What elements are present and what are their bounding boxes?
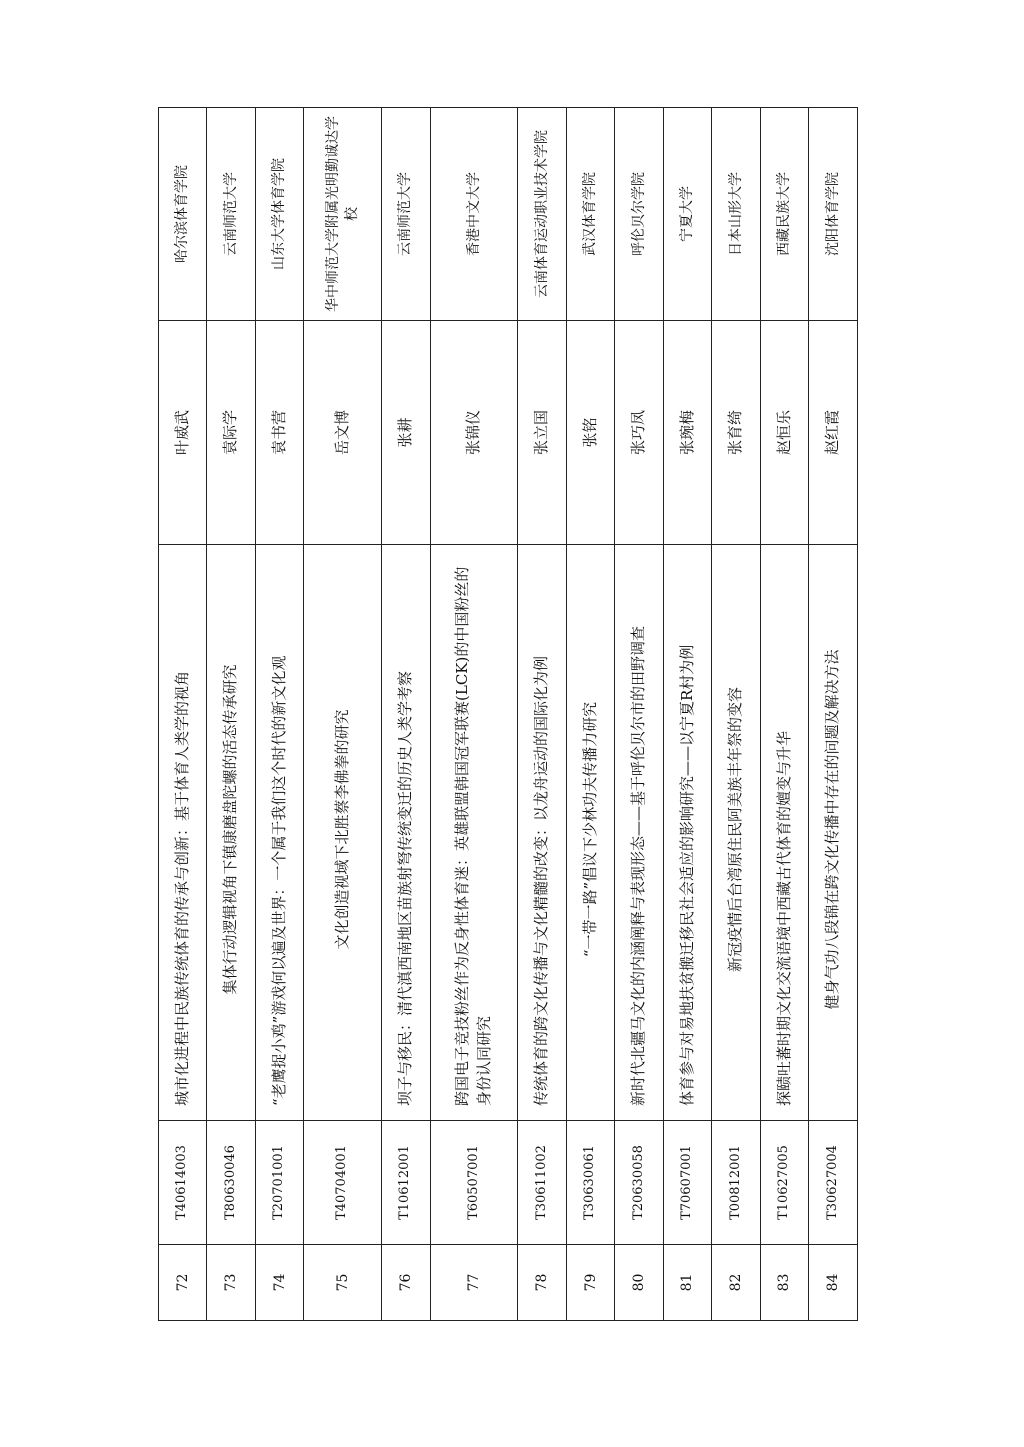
submission-code: T00812001 [712, 1121, 760, 1245]
author-name: 叶威武 [159, 321, 207, 545]
author-name: 张巧凤 [615, 321, 663, 545]
paper-title: “一带一路”倡议下少林功夫传播力研究 [566, 545, 614, 1121]
paper-title: 集体行动逻辑视角下镇康磨盘陀螺的活态传承研究 [207, 545, 255, 1121]
author-name: 赵恒乐 [760, 321, 808, 545]
institution: 山东大学体育学院 [255, 108, 303, 321]
row-number: 74 [255, 1245, 303, 1321]
rotated-page-content [158, 108, 858, 1321]
author-name: 张立国 [518, 321, 566, 545]
table-row [566, 108, 614, 1321]
paper-title: 健身气功八段锦在跨文化传播中存在的问题及解决方法 [809, 545, 858, 1121]
author-name: 岳文博 [304, 321, 382, 545]
author-name: 张琬梅 [663, 321, 711, 545]
table-row [304, 108, 382, 1321]
institution: 武汉体育学院 [566, 108, 614, 321]
table-row [430, 108, 518, 1321]
submission-code: T70607001 [663, 1121, 711, 1245]
submission-code: T40614003 [159, 1121, 207, 1245]
institution: 香港中文大学 [430, 108, 518, 321]
table-row [712, 108, 760, 1321]
institution: 沈阳体育学院 [809, 108, 858, 321]
row-number: 84 [809, 1245, 858, 1321]
row-number: 75 [304, 1245, 382, 1321]
paper-title: 传统体育的跨文化传播与文化精髓的改变：以龙舟运动的国际化为例 [518, 545, 566, 1121]
table-row [382, 108, 430, 1321]
table-row [255, 108, 303, 1321]
institution: 日本山形大学 [712, 108, 760, 321]
submission-code: T30627004 [809, 1121, 858, 1245]
paper-title: 跨国电子竞技粉丝作为反身性体育迷：英雄联盟韩国冠军联赛(LCK)的中国粉丝的身份认同研究 [430, 545, 518, 1121]
table-row [207, 108, 255, 1321]
institution: 云南体育运动职业技术学院 [518, 108, 566, 321]
row-number: 76 [382, 1245, 430, 1321]
paper-title: 文化创造视域下北胜蔡李佛拳的研究 [304, 545, 382, 1121]
submission-code: T80630046 [207, 1121, 255, 1245]
row-number: 82 [712, 1245, 760, 1321]
submission-code: T60507001 [430, 1121, 518, 1245]
table-row [615, 108, 663, 1321]
row-number: 83 [760, 1245, 808, 1321]
author-name: 赵红霞 [809, 321, 858, 545]
submission-code: T40704001 [304, 1121, 382, 1245]
row-number: 79 [566, 1245, 614, 1321]
table-row [663, 108, 711, 1321]
row-number: 80 [615, 1245, 663, 1321]
paper-title: “老鹰捉小鸡”游戏何以遍及世界：一个属于我们这个时代的新文化观 [255, 545, 303, 1121]
paper-title: 城市化进程中民族传统体育的传承与创新：基于体育人类学的视角 [159, 545, 207, 1121]
table-row [809, 108, 858, 1321]
row-number: 73 [207, 1245, 255, 1321]
table-row [159, 108, 207, 1321]
submission-code: T20701001 [255, 1121, 303, 1245]
submission-code: T30630061 [566, 1121, 614, 1245]
paper-title: 体育参与对易地扶贫搬迁移民社会适应的影响研究——以宁夏R村为例 [663, 545, 711, 1121]
row-number: 81 [663, 1245, 711, 1321]
paper-title: 坝子与移民：清代滇西南地区苗族射弩传统变迁的历史人类学考察 [382, 545, 430, 1121]
submission-code: T10627005 [760, 1121, 808, 1245]
table-row [760, 108, 808, 1321]
paper-title: 新冠疫情后台湾原住民阿美族丰年祭的变容 [712, 545, 760, 1121]
institution: 呼伦贝尔学院 [615, 108, 663, 321]
institution: 宁夏大学 [663, 108, 711, 321]
row-number: 77 [430, 1245, 518, 1321]
row-number: 72 [159, 1245, 207, 1321]
submission-code: T30611002 [518, 1121, 566, 1245]
institution: 哈尔滨体育学院 [159, 108, 207, 321]
institution: 云南师范大学 [207, 108, 255, 321]
author-name: 张锦仪 [430, 321, 518, 545]
paper-title: 新时代北疆马文化的内涵阐释与表现形态——基于呼伦贝尔市的田野调查 [615, 545, 663, 1121]
author-name: 张育绮 [712, 321, 760, 545]
submission-code: T10612001 [382, 1121, 430, 1245]
paper-title: 探赜吐蕃时期文化交流语境中西藏古代体育的嬗变与升华 [760, 545, 808, 1121]
author-name: 袁际学 [207, 321, 255, 545]
table-body [159, 108, 858, 1321]
author-name: 袁书营 [255, 321, 303, 545]
table-row [518, 108, 566, 1321]
paper-list-table [158, 107, 858, 1321]
institution: 云南师范大学 [382, 108, 430, 321]
author-name: 张耕 [382, 321, 430, 545]
institution: 华中师范大学附属光明勤诚达学校 [304, 108, 382, 321]
institution: 西藏民族大学 [760, 108, 808, 321]
author-name: 张铭 [566, 321, 614, 545]
submission-code: T20630058 [615, 1121, 663, 1245]
row-number: 78 [518, 1245, 566, 1321]
